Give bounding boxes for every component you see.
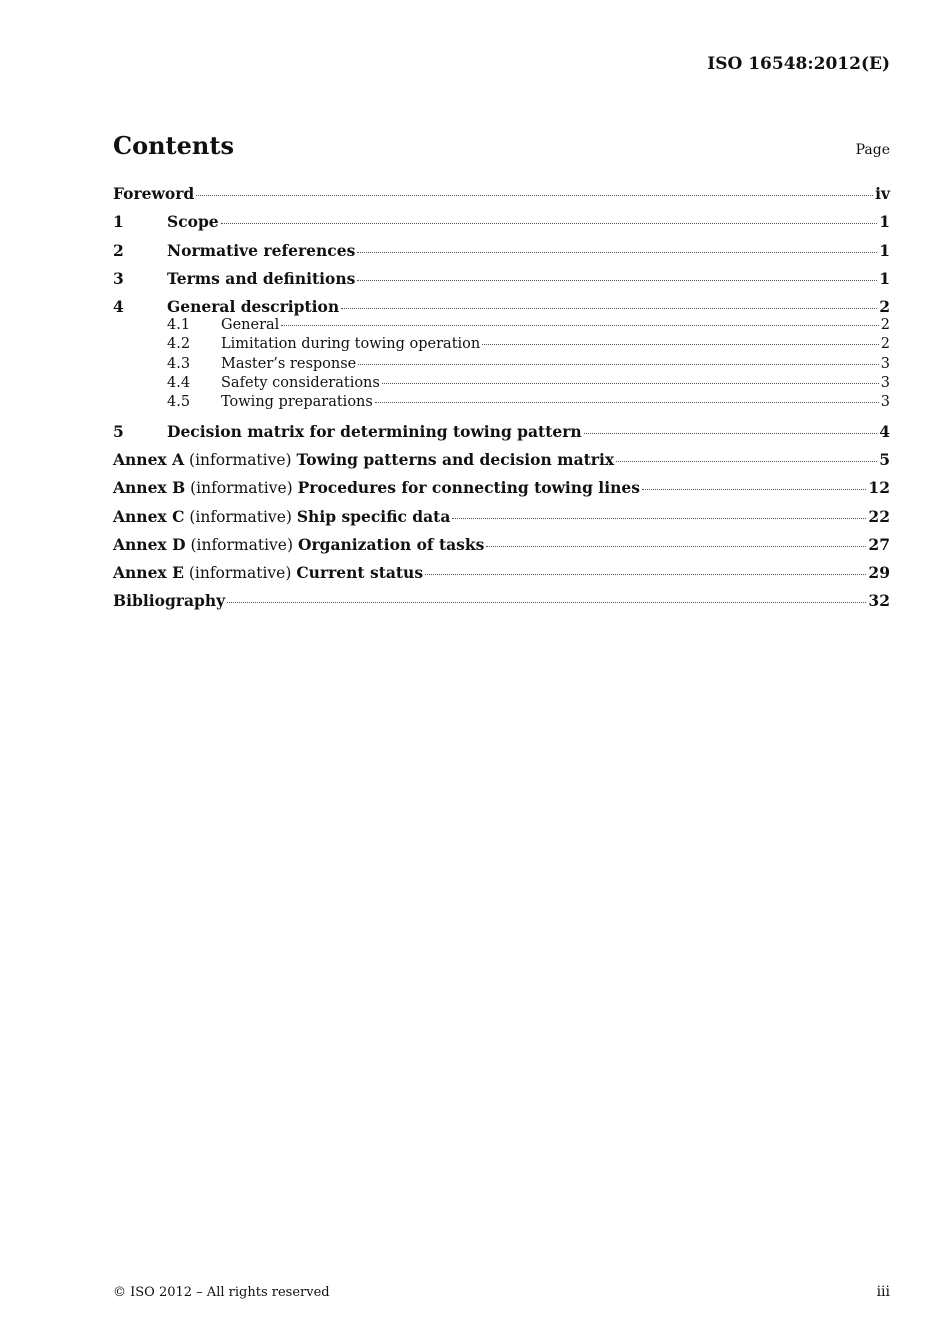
leader-dots [616, 461, 877, 462]
toc-page: 1 [879, 240, 890, 260]
annex-type: (informative) [189, 450, 292, 469]
toc-entry-annex-a[interactable] [113, 450, 890, 478]
leader-dots [482, 344, 879, 345]
annex-type: (informative) [189, 507, 292, 526]
leader-dots [452, 518, 866, 519]
leader-dots [357, 252, 877, 253]
leader-dots [425, 574, 866, 575]
toc-entry-general-description[interactable] [113, 297, 890, 317]
toc-label [113, 450, 614, 469]
toc-label: Safety considerations [221, 375, 380, 392]
toc-number: 2 [113, 240, 124, 260]
leader-dots [221, 223, 878, 224]
toc-entry-foreword[interactable] [113, 184, 890, 212]
toc-entry-general[interactable] [113, 317, 890, 336]
toc-page: 29 [868, 563, 890, 583]
toc-number: 4.2 [167, 336, 191, 353]
toc-entry-limitation[interactable] [113, 336, 890, 355]
toc-page: 1 [879, 268, 890, 288]
toc-page: 1 [879, 212, 890, 232]
toc-page: 3 [880, 394, 890, 411]
leader-dots [341, 308, 877, 309]
toc-number: 4.4 [167, 375, 191, 392]
toc-label: Terms and definitions [167, 268, 356, 288]
annex-title: Towing patterns and decision matrix [296, 449, 615, 469]
toc-entry-terms-definitions[interactable] [113, 269, 890, 297]
annex-type: (informative) [188, 564, 292, 583]
annex-prefix: Annex C [113, 506, 185, 526]
leader-dots [584, 433, 878, 434]
toc-number: 5 [113, 421, 124, 441]
toc-page: 27 [868, 534, 890, 554]
toc-label: Master’s response [221, 355, 357, 372]
toc-label: Decision matrix for determining towing pattern [167, 421, 582, 441]
leader-dots [382, 383, 879, 384]
toc-entry-annex-b[interactable] [113, 478, 890, 506]
annex-type: (informative) [190, 535, 294, 554]
document-id: ISO 16548:2012(E) [707, 54, 890, 74]
annex-type: (informative) [190, 479, 293, 498]
toc-page: 3 [880, 375, 890, 392]
toc-entry-masters-response[interactable] [113, 356, 890, 375]
page-column-label: Page [855, 142, 890, 158]
toc-page: 32 [868, 591, 890, 611]
toc-label [113, 563, 423, 582]
toc-label [113, 535, 484, 554]
toc-entry-annex-c[interactable] [113, 507, 890, 535]
toc-page: 22 [868, 506, 890, 526]
annex-prefix: Annex D [113, 534, 186, 554]
leader-dots [358, 364, 879, 365]
toc-page: 2 [880, 317, 890, 334]
toc-entry-annex-e[interactable] [113, 563, 890, 591]
toc-page: iv [875, 184, 890, 203]
annex-title: Ship specific data [296, 506, 451, 526]
toc-entry-safety[interactable] [113, 375, 890, 394]
toc-page: 5 [879, 449, 890, 469]
toc-label: Normative references [167, 240, 356, 260]
annex-prefix: Annex E [113, 563, 184, 583]
toc-page: 12 [868, 478, 890, 498]
toc-number: 1 [113, 212, 124, 232]
toc-entry-decision-matrix[interactable] [113, 422, 890, 450]
copyright-notice: © ISO 2012 – All rights reserved [113, 1285, 330, 1300]
toc-label: Towing preparations [221, 394, 373, 411]
toc-label: General description [167, 297, 340, 317]
toc-number: 4.5 [167, 394, 191, 411]
page-number: iii [876, 1284, 890, 1300]
leader-dots [642, 489, 866, 490]
annex-title: Organization of tasks [297, 534, 485, 554]
toc-number: 3 [113, 268, 124, 288]
toc-page: 4 [879, 421, 890, 441]
annex-prefix: Annex A [113, 449, 185, 469]
toc-label: Scope [167, 212, 219, 232]
page-title: Contents [113, 131, 234, 160]
leader-dots [227, 602, 866, 603]
toc-entry-towing-preparations[interactable] [113, 394, 890, 413]
table-of-contents [113, 184, 890, 620]
leader-dots [486, 546, 866, 547]
toc-label: Bibliography [113, 591, 226, 611]
toc-number: 4.3 [167, 355, 191, 372]
toc-label: Foreword [113, 184, 195, 203]
toc-label [113, 507, 450, 526]
annex-title: Current status [296, 563, 424, 583]
toc-page: 2 [879, 297, 890, 317]
annex-prefix: Annex B [113, 478, 186, 498]
toc-number: 4.1 [167, 317, 191, 334]
toc-label: General [221, 317, 280, 334]
leader-dots [196, 195, 873, 196]
annex-title: Procedures for connecting towing lines [297, 478, 640, 498]
leader-dots [375, 402, 879, 403]
toc-entry-normative-references[interactable] [113, 241, 890, 269]
toc-entry-bibliography[interactable] [113, 591, 890, 619]
toc-entry-annex-d[interactable] [113, 535, 890, 563]
toc-entry-scope[interactable] [113, 212, 890, 240]
toc-page: 3 [880, 355, 890, 372]
toc-label [113, 478, 640, 497]
leader-dots [357, 280, 877, 281]
toc-page: 2 [880, 336, 890, 353]
leader-dots [281, 325, 878, 326]
toc-number: 4 [113, 297, 124, 317]
toc-label: Limitation during towing operation [221, 336, 481, 353]
